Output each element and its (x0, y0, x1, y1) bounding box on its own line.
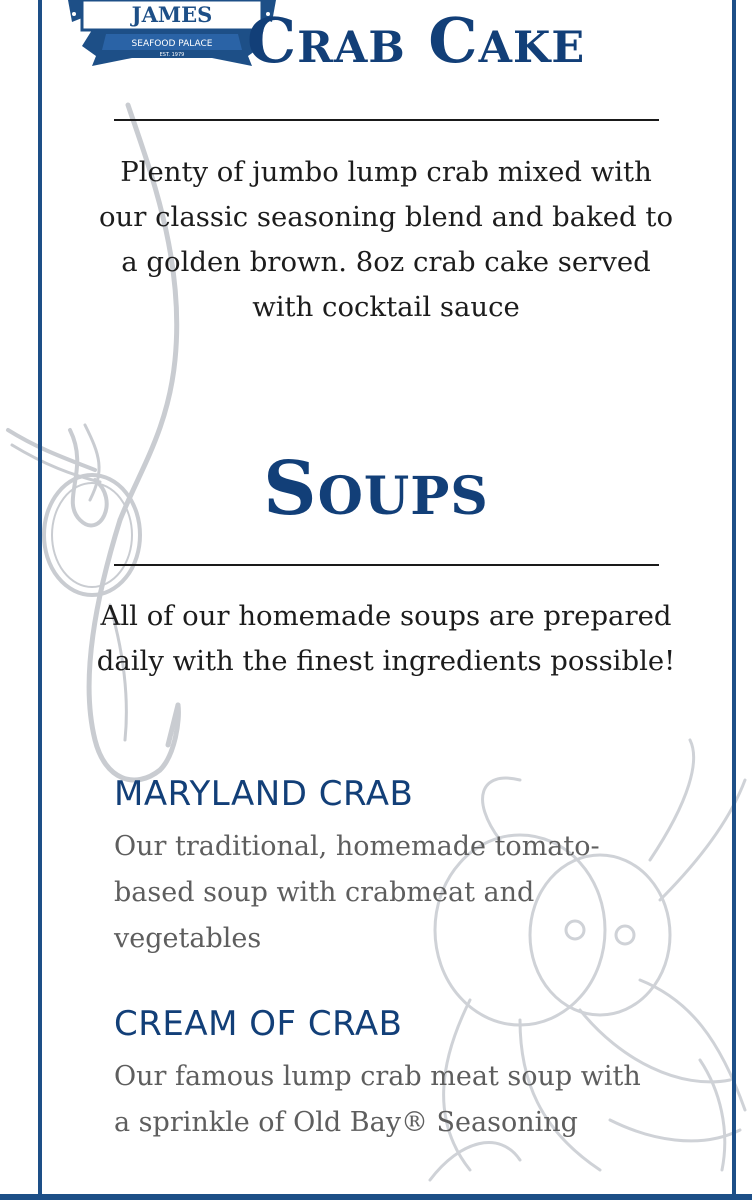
logo-est-text: EST. 1979 (159, 52, 185, 58)
soups-divider (114, 564, 659, 566)
frame-border-left (38, 0, 42, 1200)
soup-item-description-cream-of-crab: Our famous lump crab meat soup with a sprinkle of Old Bay® Seasoning (114, 1061, 641, 1138)
soups-title: Soups (263, 446, 489, 532)
crab-cake-description: Plenty of jumbo lump crab mixed with our classic seasoning blend and baked to a golden brown. 8oz crab cake served with cocktail sauce (99, 156, 673, 323)
soup-item-description-maryland-crab: Our traditional, homemade tomato-based soup with crabmeat and vegetables (114, 831, 600, 954)
crab-cake-title: Crab Cake (246, 4, 586, 77)
soups-description: All of our homemade soups are prepared daily with the finest ingredients possible! (96, 600, 676, 677)
soup-item-name-cream-of-crab: CREAM OF CRAB (114, 1004, 403, 1044)
logo-name: JAMES (131, 2, 213, 27)
logo-banner-text: SEAFOOD PALACE (131, 39, 213, 49)
frame-border-bottom (0, 1194, 752, 1200)
soup-item-name-maryland-crab: MARYLAND CRAB (114, 774, 414, 814)
frame-border-right (732, 0, 736, 1200)
crab-cake-divider (114, 119, 659, 121)
